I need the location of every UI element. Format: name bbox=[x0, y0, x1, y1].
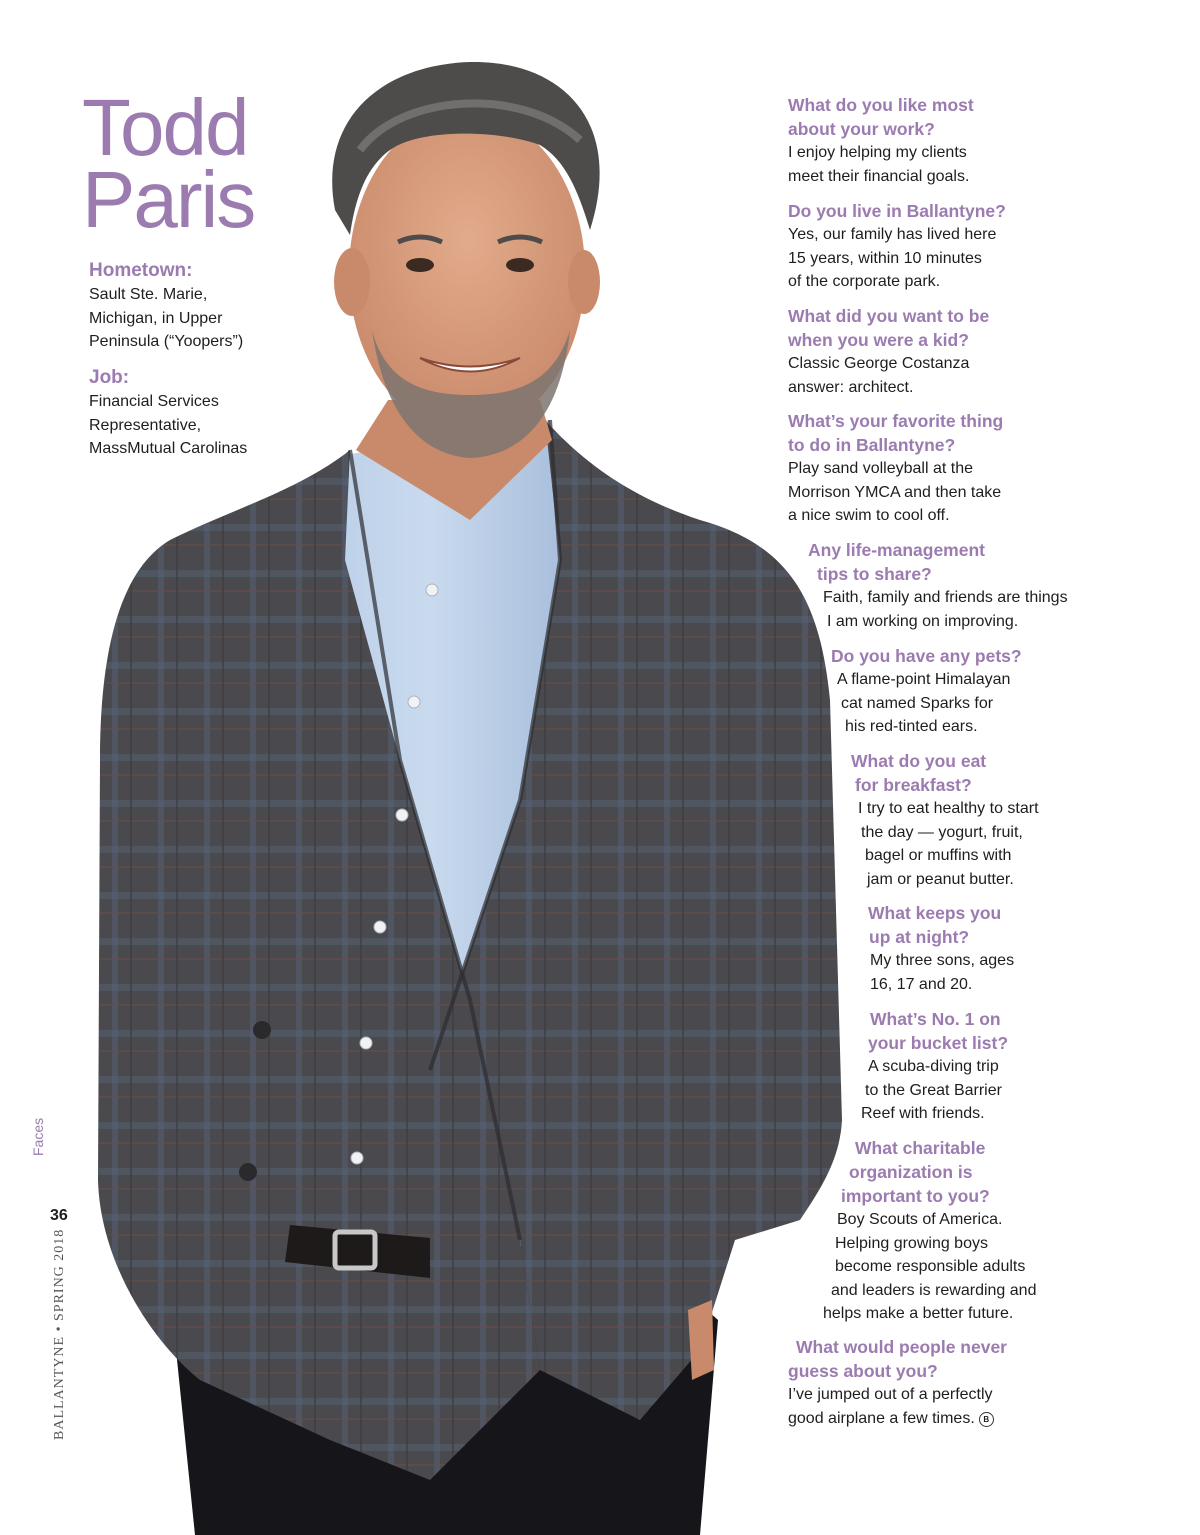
first-name: Todd bbox=[82, 83, 248, 172]
answer: to the Great Barrier bbox=[865, 1081, 1002, 1099]
qa-item bbox=[788, 93, 974, 188]
question: What did you want to be bbox=[788, 306, 990, 326]
question: Do you have any pets? bbox=[831, 646, 1022, 666]
answer-text: good airplane a few times. bbox=[788, 1409, 975, 1427]
answer bbox=[788, 1407, 1007, 1431]
last-name: Paris bbox=[82, 155, 255, 244]
job-block bbox=[89, 366, 309, 461]
page-number: 36 bbox=[50, 1207, 68, 1224]
job-line: MassMutual Carolinas bbox=[89, 440, 248, 457]
answer: A scuba-diving trip bbox=[868, 1058, 999, 1075]
hometown-block bbox=[89, 259, 309, 354]
answer: jam or peanut butter. bbox=[867, 870, 1014, 888]
end-mark-icon: B bbox=[979, 1412, 994, 1427]
question: to do in Ballantyne? bbox=[788, 435, 956, 455]
hometown-line: Sault Ste. Marie, bbox=[89, 286, 208, 303]
answer: Reef with friends. bbox=[861, 1105, 985, 1123]
section-label: Faces bbox=[30, 1117, 46, 1156]
qa-item bbox=[788, 199, 1006, 294]
question: guess about you? bbox=[788, 1361, 938, 1381]
answer: Yes, our family has lived here bbox=[788, 226, 997, 243]
answer: a nice swim to cool off. bbox=[788, 507, 950, 525]
answer: 15 years, within 10 minutes bbox=[788, 249, 982, 267]
answer: Classic George Costanza bbox=[788, 355, 970, 372]
answer: Helping growing boys bbox=[835, 1234, 988, 1252]
answer: 16, 17 and 20. bbox=[870, 975, 973, 993]
question: up at night? bbox=[869, 927, 970, 947]
answer: answer: architect. bbox=[788, 378, 914, 396]
hometown-label: Hometown: bbox=[89, 260, 193, 281]
person-name bbox=[82, 83, 255, 244]
question: What’s your favorite thing bbox=[788, 411, 1004, 431]
question: Do you live in Ballantyne? bbox=[788, 201, 1006, 221]
answer: A flame-point Himalayan bbox=[837, 671, 1011, 688]
question: important to you? bbox=[841, 1186, 990, 1206]
question: What would people never bbox=[796, 1337, 1007, 1357]
answer: helps make a better future. bbox=[823, 1305, 1014, 1323]
answer: Play sand volleyball at the bbox=[788, 460, 973, 477]
answer: cat named Sparks for bbox=[841, 694, 994, 712]
question: your bucket list? bbox=[868, 1033, 1009, 1053]
question: tips to share? bbox=[817, 564, 932, 584]
answer: Faith, family and friends are things bbox=[823, 589, 1068, 606]
question: organization is bbox=[849, 1162, 973, 1182]
qa-item bbox=[788, 1335, 1007, 1430]
answer: I enjoy helping my clients bbox=[788, 144, 967, 161]
question: What charitable bbox=[855, 1138, 986, 1158]
answer: Boy Scouts of America. bbox=[837, 1211, 1003, 1228]
question: Any life-management bbox=[808, 540, 985, 560]
qa-item bbox=[868, 901, 1014, 996]
question: What keeps you bbox=[868, 903, 1002, 923]
answer: I try to eat healthy to start bbox=[858, 800, 1039, 817]
answer: Morrison YMCA and then take bbox=[788, 483, 1002, 501]
question: What do you eat bbox=[851, 751, 987, 771]
question: for breakfast? bbox=[855, 775, 972, 795]
qa-item bbox=[823, 1136, 1037, 1326]
hometown-line: Michigan, in Upper bbox=[89, 309, 223, 327]
qa-item bbox=[851, 749, 1039, 891]
answer: of the corporate park. bbox=[788, 273, 941, 291]
qa-item bbox=[788, 409, 1003, 528]
answer: I’ve jumped out of a perfectly bbox=[788, 1386, 993, 1403]
question: about your work? bbox=[788, 119, 935, 139]
answer: and leaders is rewarding and bbox=[831, 1281, 1037, 1299]
question: What’s No. 1 on bbox=[870, 1009, 1001, 1029]
hometown-line: Peninsula (“Yoopers”) bbox=[89, 333, 244, 350]
answer: the day — yogurt, fruit, bbox=[861, 823, 1023, 841]
answer: become responsible adults bbox=[835, 1258, 1026, 1276]
qa-item bbox=[808, 538, 1068, 633]
answer: I am working on improving. bbox=[827, 612, 1019, 630]
answer: bagel or muffins with bbox=[865, 847, 1012, 865]
job-line: Financial Services bbox=[89, 393, 219, 410]
magazine-issue: BALLANTYNE • SPRING 2018 bbox=[52, 1228, 67, 1440]
job-line: Representative, bbox=[89, 416, 202, 434]
qa-item bbox=[831, 644, 1022, 739]
answer: his red-tinted ears. bbox=[845, 718, 978, 736]
answer: meet their financial goals. bbox=[788, 167, 970, 185]
question: What do you like most bbox=[788, 95, 974, 115]
qa-item bbox=[861, 1007, 1009, 1126]
answer: My three sons, ages bbox=[870, 952, 1015, 969]
question: when you were a kid? bbox=[788, 330, 969, 350]
job-label: Job: bbox=[89, 367, 130, 388]
qa-item bbox=[788, 304, 989, 399]
